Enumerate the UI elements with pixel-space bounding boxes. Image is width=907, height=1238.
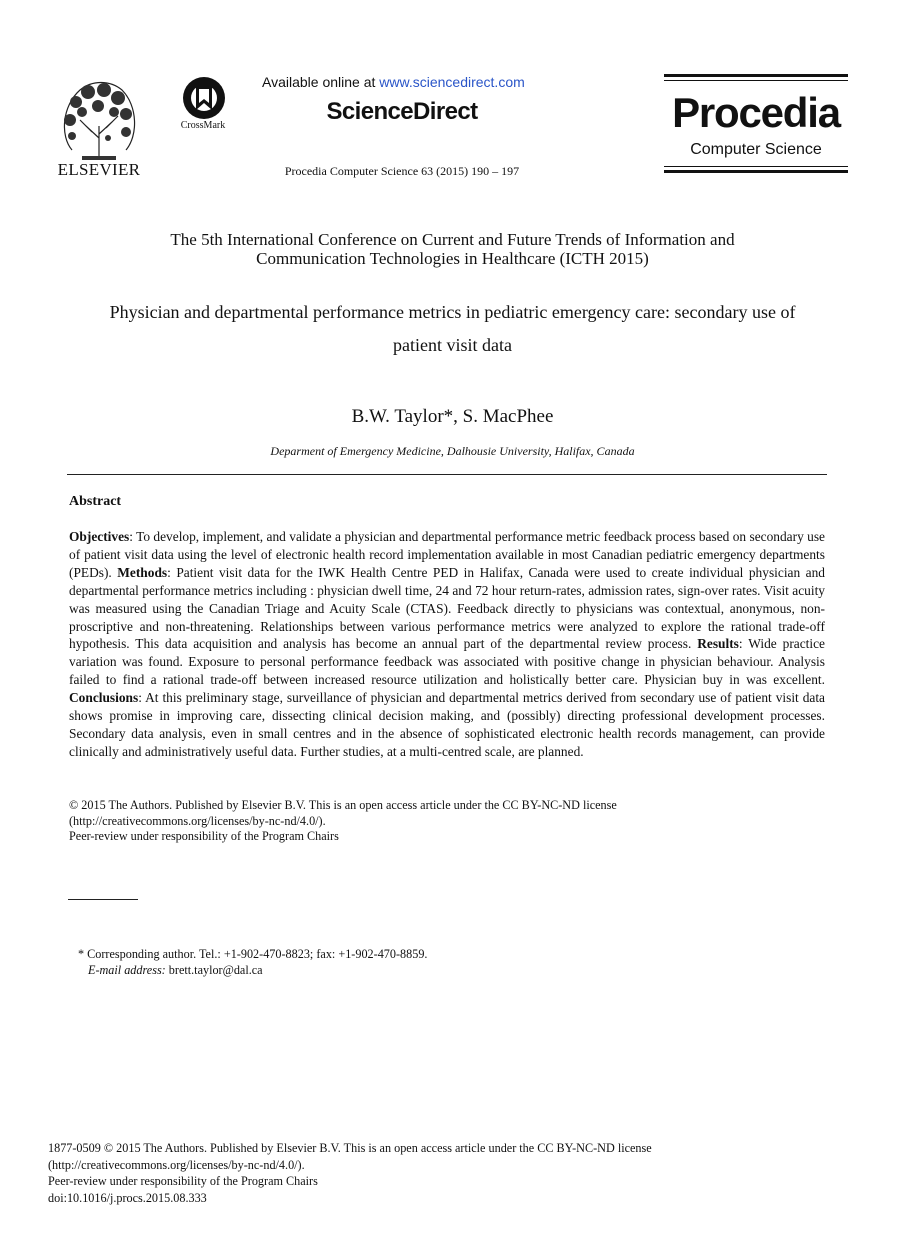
journal-reference: Procedia Computer Science 63 (2015) 190 – 197 [284,164,520,178]
procedia-bottom-rule-thin [664,166,848,167]
authors: B.W. Taylor*, S. MacPhee [351,406,554,427]
email-line [78,962,427,978]
title-line-1: Physician and departmental performance metrics in pediatric emergency care: secondary use of [109,302,796,322]
conclusions-label: Conclusions [69,690,139,706]
bottom-line-3: Peer-review under responsibility of the Program Chairs [48,1174,318,1188]
procedia-top-rule [664,74,848,77]
available-prefix: Available online at [262,74,380,90]
conclusions-text: : At this preliminary stage, surveillance of physician and departmental metrics derived from secondary use of patient visit data shows promise in improving care, dissecting clinical decision making, and (possibly) directing professional development processes. Secondary data analysis, even in small centres and in the absence of sophisticated electronic health records management, can provide clinically and administratively useful data. Further studies, at a multi-centred scale, are planned. [69,690,825,759]
license-line-1: © 2015 The Authors. Published by Elsevier B.V. This is an open access article under the CC BY-NC-ND license [69,798,617,812]
license-link[interactable]: (http://creativecommons.org/licenses/by-nc-nd/4.0/). [69,813,326,828]
conference-name [80,230,825,268]
footnote-rule [68,899,138,900]
license-block [69,798,825,845]
title-line-2: patient visit data [393,335,512,355]
procedia-bottom-rule [664,170,848,173]
corresponding-author: * Corresponding author. Tel.: +1-902-470-8823; fax: +1-902-470-8859. [78,947,428,961]
results-text: : Wide practice variation was found. Exposure to personal performance feedback was associated with positive change in physician behaviour. Analysis failed to find a rational trade-off between increased resource utilization and holistically better care. Physician buy in was excellent. [69,636,825,688]
objectives-text: : To develop, implement, and validate a physician and departmental performance metric feedback process based on secondary use of patient visit data using the level of electronic health record implementation available in most Canadian pediatric emergency departments (PEDs). [69,529,825,580]
bottom-line-1: 1877-0509 © 2015 The Authors. Published by Elsevier B.V. This is an open access article under the CC BY-NC-ND license [48,1141,652,1155]
bottom-license-link[interactable]: (http://creativecommons.org/licenses/by-nc-nd/4.0/). [48,1157,305,1172]
affiliation: Deparment of Emergency Medicine, Dalhousie University, Halifax, Canada [270,444,635,458]
procedia-logo [664,74,848,174]
conference-line-2: Communication Technologies in Healthcare (ICTH 2015) [256,249,649,268]
procedia-top-rule-thin [664,80,848,81]
email-address[interactable]: brett.taylor@dal.ca [165,963,263,977]
abstract-heading: Abstract [69,494,122,509]
bottom-license [48,1140,848,1206]
paper-title [60,296,845,362]
sciencedirect-wordmark: ScienceDirect [326,98,478,125]
abstract-body [69,528,825,761]
procedia-wordmark: Procedia [672,89,840,136]
email-label: E-mail address: [88,963,166,977]
publisher-name: ELSEVIER [57,160,141,179]
footnote [78,946,427,978]
methods-text: : Patient visit data for the IWK Health Centre PED in Halifax, Canada were used to create individual physician and departmental performance metrics including : physician dwell time, 24 and 72 hour return-rates, admission rates, sign-over rates. Visit acuity was measured using the Canadian Triage and Acuity Scale (CTAS). Feedback directly to physicians was contextual, anonymous, non-proscriptive and non-threatening. Relationships between various performance metrics were analyzed to explore the rational trade-off hypothesis. This data acquisition and analysis has become an annual part of the departmental review process. [69,564,826,652]
divider [67,474,827,475]
results-label: Results [697,636,739,652]
available-online [262,74,525,90]
crossmark-label: CrossMark [180,120,226,131]
methods-label: Methods [117,564,168,580]
procedia-subtitle: Computer Science [690,141,822,158]
doi[interactable]: doi:10.1016/j.procs.2015.08.333 [48,1190,207,1205]
conference-line-1: The 5th International Conference on Current and Future Trends of Information and [170,230,735,249]
objectives-label: Objectives [69,529,130,544]
license-line-3: Peer-review under responsibility of the Program Chairs [69,829,339,843]
sciencedirect-link[interactable]: www.sciencedirect.com [379,74,525,90]
